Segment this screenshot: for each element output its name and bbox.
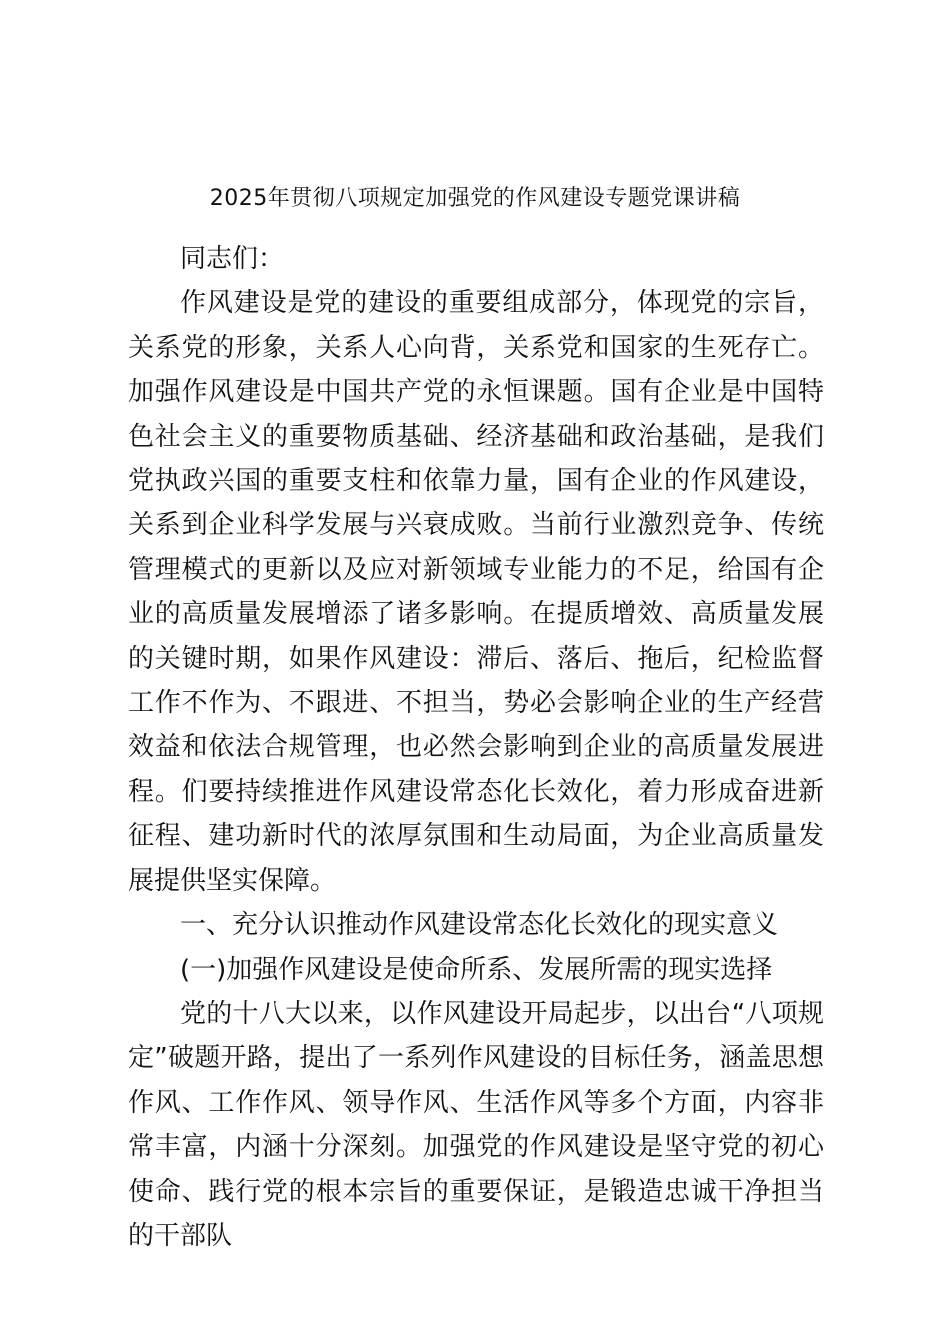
document-body	[128, 237, 824, 1258]
subsection-heading: (一)加强作风建设是使命所系、发展所需的现实选择	[180, 954, 773, 985]
body-paragraph: 作风建设是党的建设的重要组成部分，体现党的宗旨，关系党的形象，关系人心向背，关系党和国家的生死存亡。加强作风建设是中国共产党的永恒课题。国有企业是中国特色社会主义的重要物质基础、经济基础和政治基础，是我们党执政兴国的重要支柱和依靠力量，国有企业的作风建设，关系到企业科学发展与兴衰成败。当前行业激烈竞争、传统管理模式的更新以及应对新领域专业能力的不足，给国有企业的高质量发展增添了诸多影响。在提质增效、高质量发展的关键时期，如果作风建设：滞后、落后、拖后，纪检监督工作不作为、不跟进、不担当，势必会影响企业的生产经营效益和依法合规管理，也必然会影响到企业的高质量发展进程。们要持续推进作风建设常态化长效化，着力形成奋进新征程、建功新时代的浓厚氛围和生动局面，为企业高质量发展提供坚实保障。	[128, 288, 824, 896]
document-title: 2025年贯彻八项规定加强党的作风建设专题党课讲稿	[209, 186, 741, 211]
salutation: 同志们：	[180, 244, 285, 274]
body-paragraph: 党的十八大以来，以作风建设开局起步，以出台“八项规定”破题开路，提出了一系列作风建设的目标任务，涵盖思想作风、工作作风、领导作风、生活作风等多个方面，内容非常丰富，内涵十分深刻。加强党的作风建设是坚守党的初心使命、践行党的根本宗旨的重要保证，是锻造忠诚干净担当的干部队	[128, 998, 824, 1251]
section-heading: 一、充分认识推动作风建设常态化长效化的现实意义	[180, 910, 779, 941]
